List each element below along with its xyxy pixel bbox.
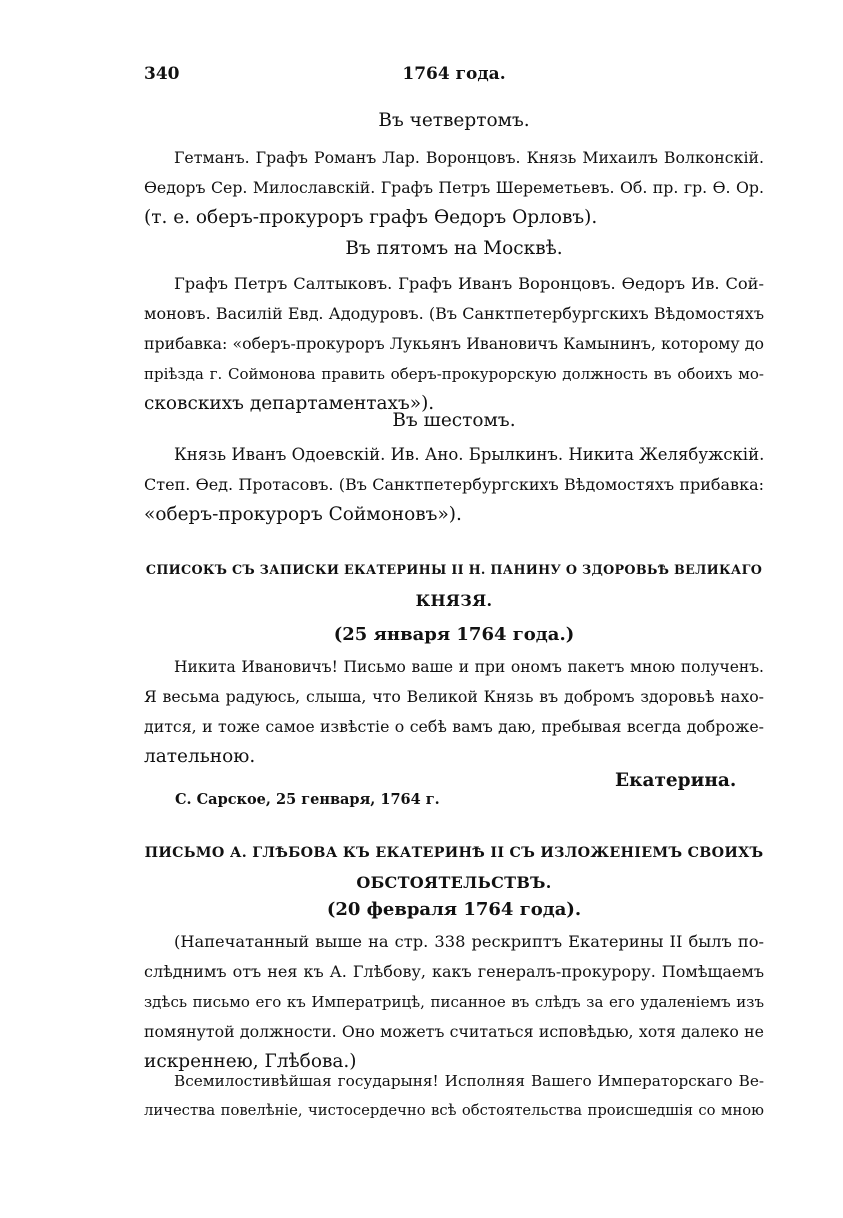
- paragraph-line: слѣднимъ отъ нея къ А. Глѣбову, какъ генералъ-прокурору. Помѣщаемъ: [144, 962, 764, 981]
- title-line: КНЯЗЯ.: [415, 591, 493, 610]
- signature: Екатерина.: [615, 770, 737, 791]
- paragraph-line: Өедоръ Сер. Милославскій. Графъ Петръ Шереметьевъ. Об. пр. гр. Ө. Ор.: [144, 178, 764, 197]
- paragraph-line: Всемилостивѣйшая государыня! Исполняя Вашего Императорскаго Ве-: [174, 1072, 764, 1090]
- document-date: (25 января 1764 года.): [333, 624, 575, 645]
- section-4-heading: Въ четвертомъ.: [378, 110, 530, 131]
- running-title: 1764 года.: [402, 64, 506, 84]
- paragraph-line: Гетманъ. Графъ Романъ Лар. Воронцовъ. Князь Михаилъ Волконскій.: [174, 148, 764, 167]
- paragraph-line: (т. е. оберъ-прокуроръ графъ Өедоръ Орловъ).: [144, 207, 598, 228]
- running-head: [144, 64, 764, 88]
- paragraph-line: Никита Ивановичъ! Письмо ваше и при ономъ пакетъ мною полученъ.: [174, 658, 764, 676]
- document-title: [144, 556, 764, 616]
- page-number: 340: [144, 64, 180, 84]
- editorial-note: [144, 927, 764, 1077]
- title-line: СПИСОКЪ СЪ ЗАПИСКИ ЕКАТЕРИНЫ II Н. ПАНИНУ О ЗДОРОВЬѢ ВЕЛИКАГО: [145, 563, 763, 578]
- paragraph-line: лательною.: [144, 746, 256, 767]
- section-6-paragraph: [144, 440, 764, 530]
- paragraph-line: Я весьма радуюсь, слыша, что Великой Князь въ добромъ здоровьѣ нахо-: [144, 687, 764, 706]
- paragraph-line: Князь Иванъ Одоевскій. Ив. Ано. Брылкинъ. Никита Желябужскій.: [174, 445, 765, 464]
- paragraph-line: помянутой должности. Оно можетъ считаться исповѣдью, хотя далеко не: [144, 1022, 764, 1041]
- paragraph-line: Степ. Өед. Протасовъ. (Въ Санктпетербургскихъ Вѣдомостяхъ прибавка:: [144, 475, 764, 494]
- title-line: ПИСЬМО А. ГЛѢБОВА КЪ ЕКАТЕРИНѢ II СЪ ИЗЛОЖЕНІЕМЪ СВОИХЪ: [144, 845, 764, 861]
- letter-body: [144, 1066, 764, 1126]
- paragraph-line: сковскихъ департаментахъ»).: [144, 393, 435, 414]
- paragraph-line: «оберъ-прокуроръ Соймоновъ»).: [144, 504, 462, 525]
- letter-body: [144, 652, 764, 772]
- paragraph-line: дится, и тоже самое извѣстіе о себѣ вамъ даю, пребывая всегда доброже-: [144, 717, 764, 736]
- title-line: ОБСТОЯТЕЛЬСТВЪ.: [356, 873, 552, 892]
- section-4-paragraph: [144, 143, 764, 233]
- paragraph-line: здѣсь письмо его къ Императрицѣ, писанное въ слѣдъ за его удаленіемъ изъ: [144, 993, 764, 1011]
- paragraph-line: (Напечатанный выше на стр. 338 рескриптъ Екатерины II былъ по-: [174, 932, 764, 951]
- paragraph-line: Графъ Петръ Салтыковъ. Графъ Иванъ Воронцовъ. Өедоръ Ив. Сой-: [174, 274, 764, 293]
- paragraph-line: моновъ. Василій Евд. Адодуровъ. (Въ Санктпетербургскихъ Вѣдомостяхъ: [144, 304, 764, 323]
- place-date: С. Сарское, 25 генваря, 1764 г.: [175, 791, 440, 808]
- document-title: [144, 838, 764, 898]
- section-6-heading: Въ шестомъ.: [392, 410, 516, 431]
- section-5-heading: Въ пятомъ на Москвѣ.: [345, 238, 563, 259]
- paragraph-line: прибавка: «оберъ-прокуроръ Лукьянъ Ивановичъ Камынинъ, которому до: [144, 334, 764, 353]
- paragraph-line: личества повелѣніе, чистосердечно всѣ обстоятельства происшедшія со мною: [144, 1102, 764, 1119]
- section-5-paragraph: [144, 269, 764, 419]
- paragraph-line: искреннею, Глѣбова.): [144, 1051, 357, 1072]
- paragraph-line: пріѣзда г. Соймонова править оберъ-прокурорскую должность въ обоихъ мо-: [144, 365, 764, 383]
- document-date: (20 февраля 1764 года).: [326, 899, 582, 920]
